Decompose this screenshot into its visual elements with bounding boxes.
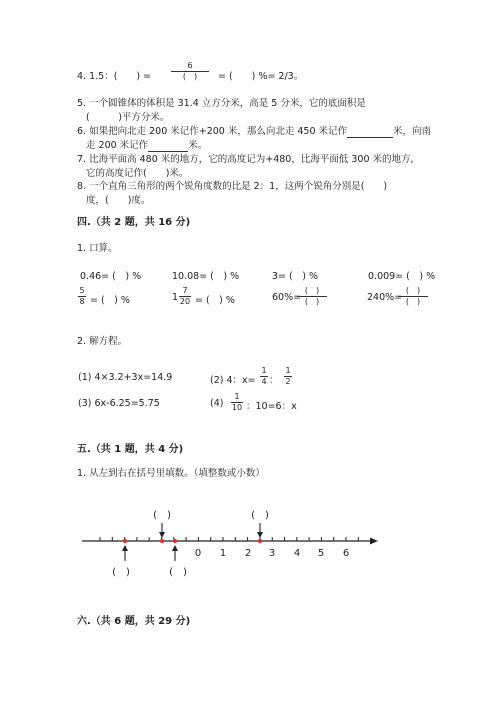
q7-line2: 它的高度记作( )米。 (86, 168, 189, 179)
calc5-num: 5 (79, 286, 85, 295)
equation-2-frac2 (284, 367, 292, 386)
nl-arrow-up-1 (122, 545, 128, 561)
mental-calc-2: 10.08= ( ) % (172, 271, 240, 282)
eq2-n1: 1 (261, 366, 267, 375)
mental-calc-3: 3= ( ) % (272, 271, 318, 282)
calc6-tail: = ( ) % (195, 295, 235, 306)
number-line (0, 505, 500, 585)
calc6-den: 20 (179, 297, 191, 306)
q6-line1-a: 6. 如果把向北走 200 米记作+200 米，那么向北走 450 米记作 (77, 126, 348, 137)
calc5-tail: = ( ) % (90, 295, 130, 306)
equation-2-frac1 (260, 367, 268, 386)
eq4-num: 1 (234, 392, 240, 401)
nl-label-0: 0 (194, 548, 202, 559)
nl-point-3 (173, 539, 177, 543)
q6-line2 (86, 137, 207, 152)
eq4-den: 10 (231, 403, 243, 412)
nl-label-4: 4 (293, 548, 301, 559)
q5-line2: ( )平方分米。 (86, 112, 170, 123)
nl-label-6: 6 (342, 548, 350, 559)
nl-arrow-up-2 (172, 545, 178, 561)
nl-bottom-blank-2[interactable]: ( ) (169, 567, 187, 578)
equation-1: (1) 4×3.2+3x=14.9 (78, 372, 173, 383)
nl-top-blank-2[interactable]: ( ) (251, 510, 269, 521)
q6-line1 (77, 123, 431, 138)
q6-line1-b: 米，向南 (393, 126, 432, 137)
q8-line2: 度，( )度。 (86, 195, 151, 206)
section5-title: 五.（共 1 题，共 4 分) (77, 444, 184, 455)
nl-arrow-down-1 (159, 523, 165, 538)
s4-q1-title: 1. 口算。 (77, 243, 118, 254)
mental-calc-1: 0.46= ( ) % (80, 271, 142, 282)
calc5-den: 8 (79, 297, 85, 306)
equation-3: (3) 6x-6.25=5.75 (78, 398, 160, 409)
q4-lead: 4. 1.5：( ) = (77, 71, 152, 82)
equation-2-colon: ： (269, 375, 279, 386)
nl-arrow-down-2 (257, 523, 263, 538)
nl-top-blank-1[interactable]: ( ) (153, 510, 171, 521)
q8-line1: 8. 一个直角三角形的两个锐角度数的比是 2：1，这两个锐角分别是( ) (77, 181, 388, 192)
s4-q2-title: 2. 解方程。 (77, 336, 128, 347)
eq2-n2: 1 (285, 366, 291, 375)
calc5-fraction (78, 287, 86, 306)
q6-blank-1[interactable] (347, 126, 393, 138)
equation-4-tail: ：10=6：x (246, 401, 297, 412)
nl-label-5: 5 (317, 548, 325, 559)
number-line-labels (195, 548, 349, 559)
nl-label-2: 2 (244, 548, 252, 559)
equation-2-lead: (2) 4：x= (210, 375, 256, 386)
q6-line2-b: 米。 (188, 140, 208, 151)
equation-4-lead: (4) (210, 398, 224, 409)
s5-q1-title: 1. 从左到右在括号里填数。（填整数或小数） (77, 468, 265, 479)
q7-line1: 7. 比海平面高 480 米的地方，它的高度记为+480，比海平面低 300 米的地方, (77, 154, 414, 165)
calc7-fraction (297, 287, 327, 306)
mental-calc-4: 0.009= ( ) % (368, 271, 436, 282)
calc6-fraction (179, 287, 191, 306)
nl-point-1 (123, 539, 127, 543)
calc8-den: ( ) (405, 297, 421, 306)
section4-title: 四.（共 2 题，共 16 分) (77, 217, 191, 228)
nl-point-2 (160, 539, 164, 543)
calc7-den: ( ) (304, 297, 320, 306)
section6-title: 六.（共 6 题，共 29 分) (77, 616, 191, 627)
q4-frac-num: 6 (187, 61, 193, 70)
calc8-lead: 240%= (367, 292, 403, 303)
nl-label-3: 3 (268, 548, 276, 559)
calc7-lead: 60%= (272, 292, 302, 303)
nl-bottom-blank-1[interactable]: ( ) (112, 567, 130, 578)
q4-tail: = ( ) %= 2/3。 (218, 71, 304, 82)
nl-label-1: 1 (219, 548, 227, 559)
equation-4-frac (231, 393, 243, 412)
nl-point-4 (258, 539, 262, 543)
q5-line1: 5. 一个圆锥体的体积是 31.4 立方分米，高是 5 分米，它的底面积是 (77, 98, 366, 109)
calc6-whole: 1 (172, 292, 179, 303)
calc7-num: ( ) (304, 286, 320, 295)
eq2-d1: 4 (261, 377, 267, 386)
q4-frac-den: ( ) (182, 72, 198, 81)
calc8-num: ( ) (405, 286, 421, 295)
q4-fraction (171, 62, 209, 81)
calc6-num: 7 (182, 286, 188, 295)
eq2-d2: 2 (285, 377, 291, 386)
q6-line2-a: 走 200 米记作 (86, 140, 149, 151)
calc8-fraction (398, 287, 428, 306)
